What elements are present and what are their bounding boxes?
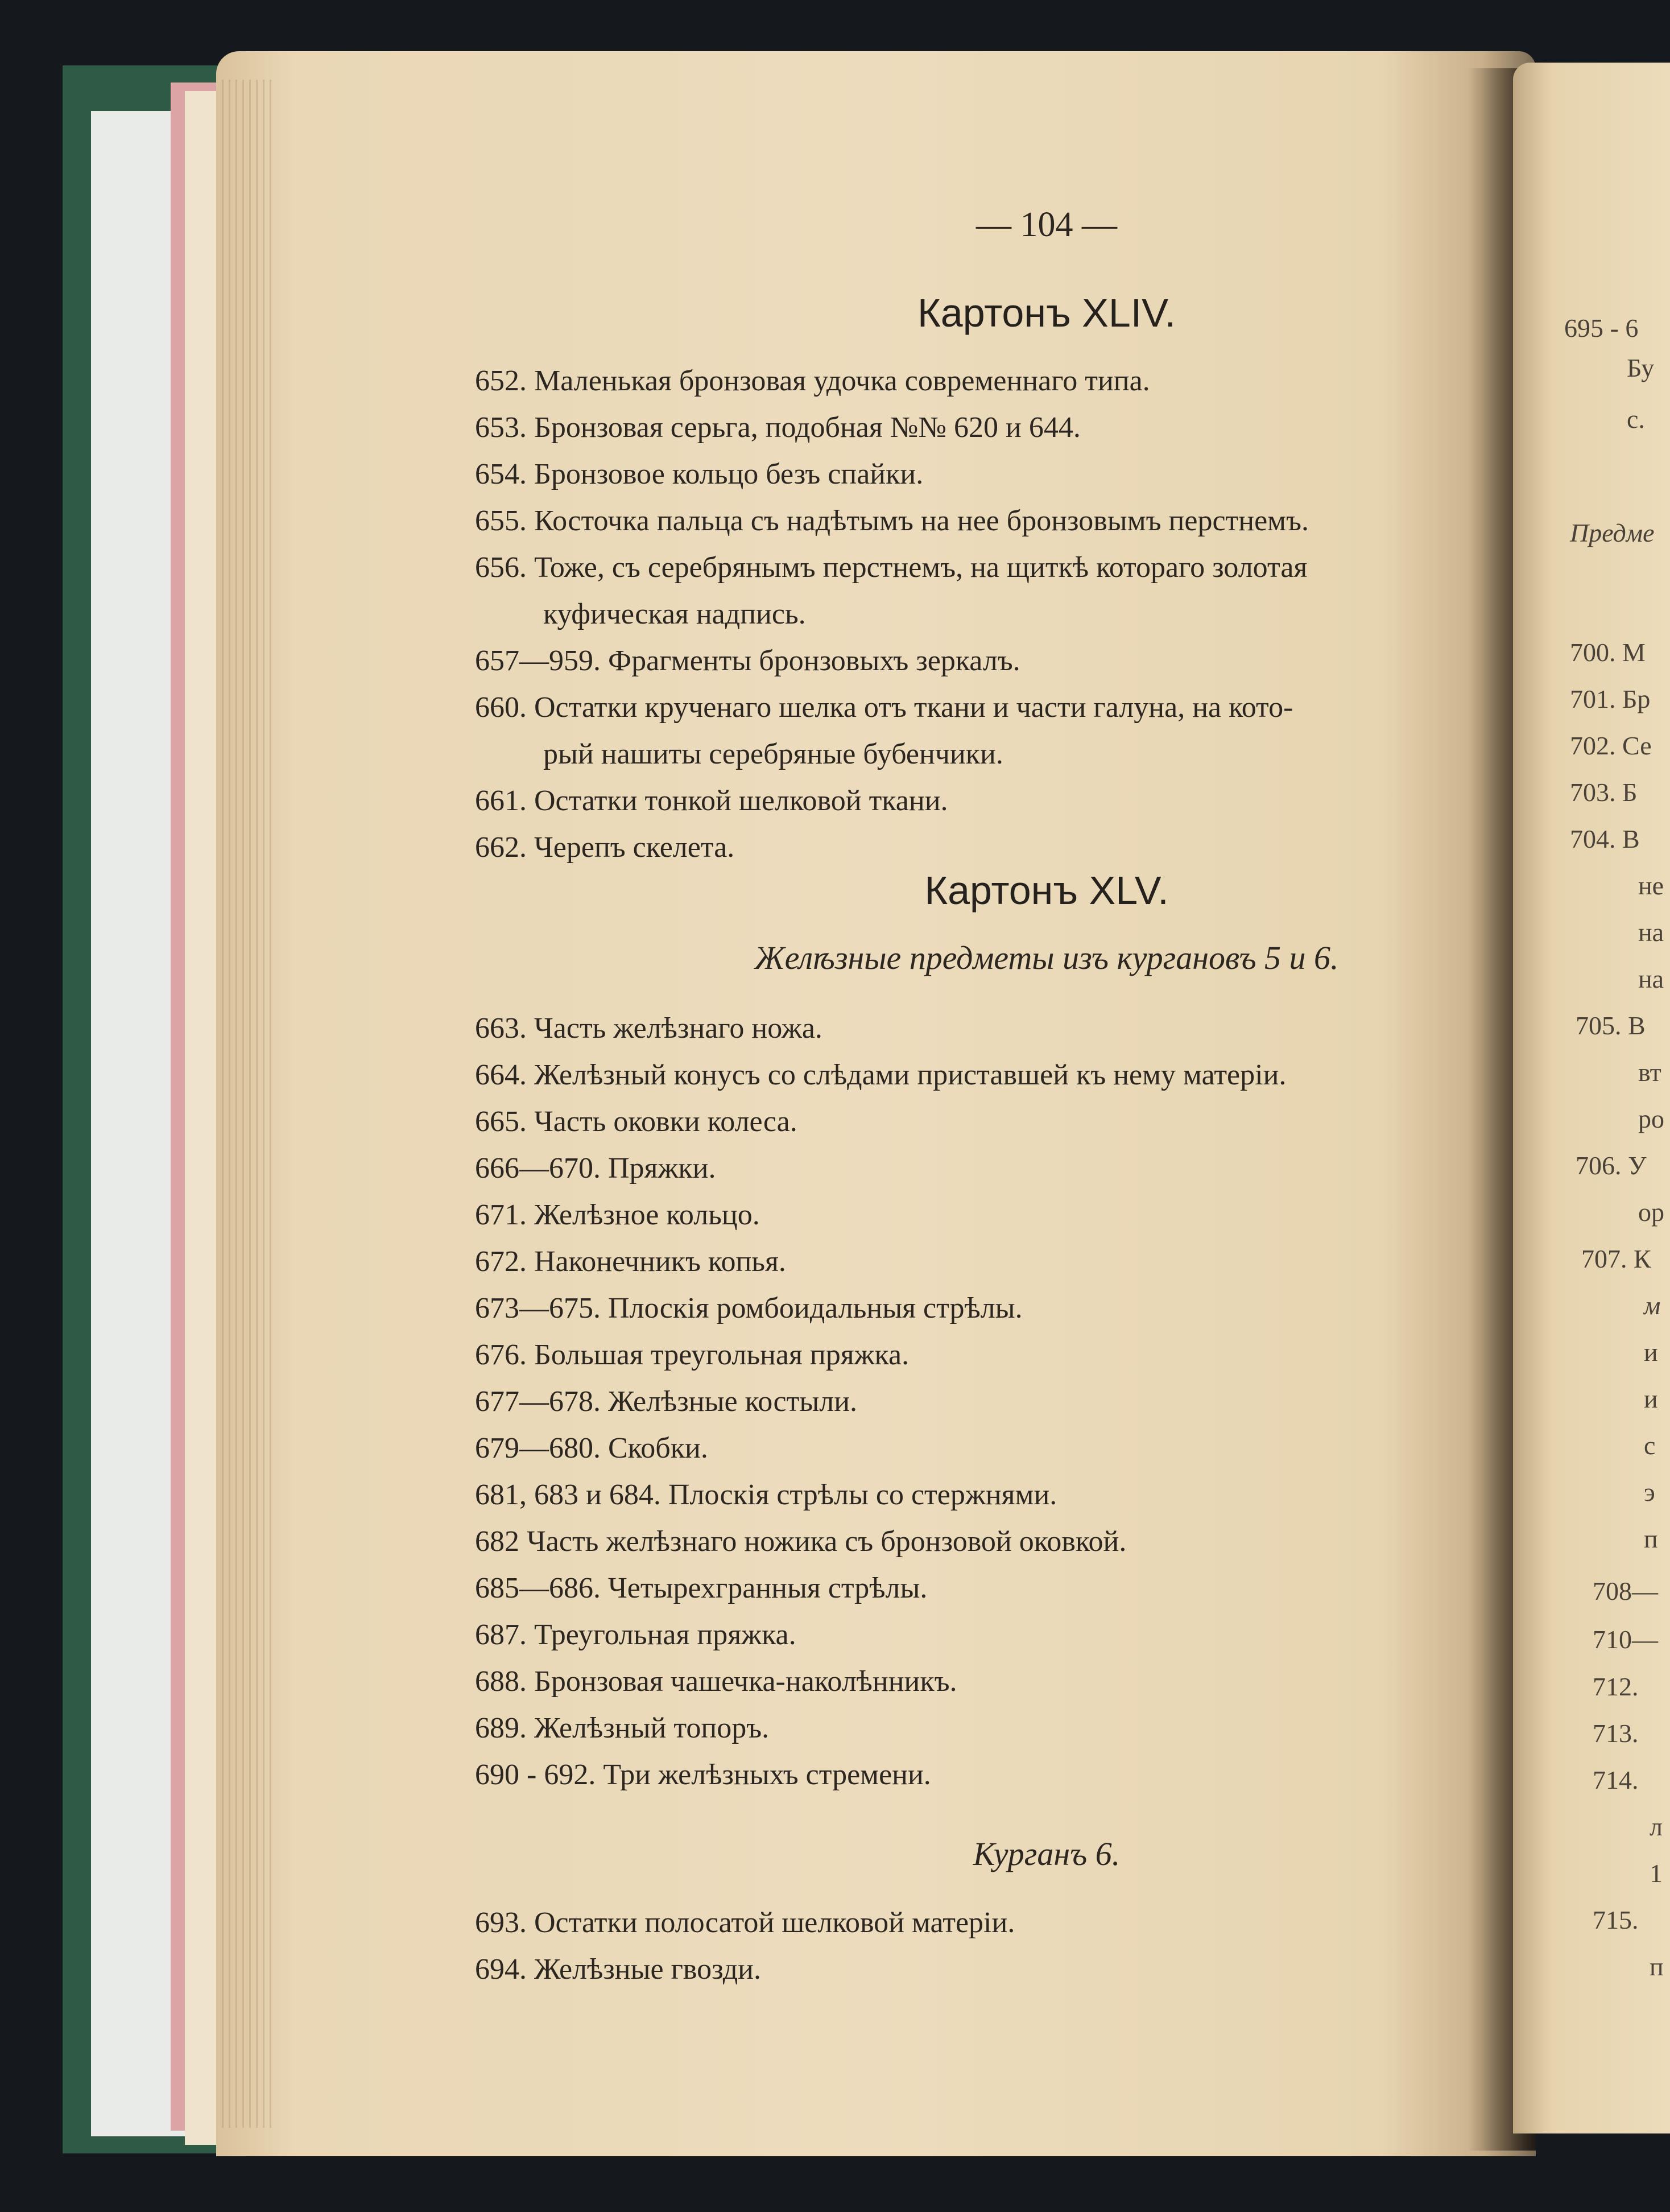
list-item: 673—675. Плоскія ромбоидальныя стрѣлы.: [475, 1292, 1023, 1324]
right-page-line: Бу: [1627, 353, 1655, 382]
list-item: 655. Косточка пальца съ надѣтымъ на нее бронзовымъ перстнемъ.: [475, 505, 1309, 537]
list-item: 687. Треугольная пряжка.: [475, 1619, 796, 1651]
list-item: 654. Бронзовое кольцо безъ спайки.: [475, 458, 924, 490]
list-item-continuation: рый нашиты серебряные бубенчики.: [543, 738, 1003, 770]
right-page-line: 706. У: [1576, 1151, 1647, 1180]
section-subheading: Желѣзные предметы изъ кургановъ 5 и 6.: [754, 939, 1339, 976]
right-page: [1513, 63, 1670, 2133]
list-item: 694. Желѣзные гвозди.: [475, 1953, 762, 1986]
right-page-line: вт: [1638, 1058, 1661, 1087]
right-page-line: 708—: [1593, 1577, 1658, 1606]
list-item: 693. Остатки полосатой шелковой матеріи.: [475, 1906, 1015, 1939]
list-item: 671. Желѣзное кольцо.: [475, 1199, 760, 1231]
list-item: 681, 683 и 684. Плоскія стрѣлы со стержнями.: [475, 1479, 1057, 1511]
list-item: 688. Бронзовая чашечка-наколѣнникъ.: [475, 1665, 957, 1698]
right-page-line: 695 - 6: [1564, 313, 1639, 342]
right-page-line: 705. В: [1576, 1011, 1646, 1040]
list-item: 652. Маленькая бронзовая удочка современнаго типа.: [475, 365, 1150, 397]
section-heading-xlv: Картонъ XLV.: [924, 868, 1169, 913]
right-page-line: 713.: [1593, 1719, 1639, 1748]
right-page-line: п: [1650, 1952, 1664, 1981]
list-item: 664. Желѣзный конусъ со слѣдами приставшей къ нему матеріи.: [475, 1059, 1287, 1091]
right-page-line: и: [1644, 1384, 1658, 1413]
list-item: 685—686. Четырехгранныя стрѣлы.: [475, 1572, 928, 1604]
right-page-line: с: [1644, 1431, 1656, 1460]
section-heading-xliv: Картонъ XLIV.: [917, 291, 1176, 335]
list-item: 679—680. Скобки.: [475, 1432, 708, 1464]
right-page-line: 700. М: [1570, 638, 1646, 667]
list-item: 665. Часть оковки колеса.: [475, 1105, 797, 1138]
right-page-line: п: [1644, 1524, 1658, 1553]
right-page-line: м: [1644, 1291, 1661, 1320]
right-page-line: на: [1638, 964, 1664, 993]
right-page-line: ро: [1638, 1104, 1664, 1133]
right-page-line: 710—: [1593, 1625, 1658, 1654]
right-page-line: 714.: [1593, 1765, 1639, 1794]
list-item: 661. Остатки тонкой шелковой ткани.: [475, 785, 948, 817]
list-item: 689. Желѣзный топоръ.: [475, 1712, 770, 1744]
right-page-line: ор: [1638, 1198, 1664, 1227]
list-item-continuation: куфическая надпись.: [543, 598, 806, 630]
right-page-line: Предме: [1570, 518, 1655, 547]
right-page-line: э: [1644, 1478, 1655, 1507]
right-page-line: 712.: [1593, 1672, 1639, 1701]
list-item: 676. Большая треугольная пряжка.: [475, 1339, 910, 1371]
right-page-line: не: [1638, 871, 1664, 900]
right-page-line: 701. Бр: [1570, 684, 1651, 713]
right-page-line: 715.: [1593, 1905, 1639, 1934]
right-page-line: 702. Се: [1570, 731, 1652, 760]
list-item: 672. Наконечникъ копья.: [475, 1245, 786, 1278]
list-item: 682 Часть желѣзнаго ножика съ бронзовой оковкой.: [475, 1525, 1127, 1558]
list-item: 660. Остатки крученаго шелка отъ ткани и части галуна, на кото-: [475, 691, 1293, 724]
right-page-line: 1: [1650, 1859, 1663, 1888]
list-item: 690 - 692. Три желѣзныхъ стремени.: [475, 1759, 931, 1791]
list-item: 653. Бронзовая серьга, подобная №№ 620 и 644.: [475, 411, 1081, 444]
page-number: — 104 —: [976, 205, 1117, 244]
list-item: 662. Черепъ скелета.: [475, 831, 735, 864]
right-page-line: 704. В: [1570, 824, 1640, 853]
right-page-line: 703. Б: [1570, 778, 1638, 807]
list-item: 663. Часть желѣзнаго ножа.: [475, 1012, 822, 1045]
right-page-line: л: [1650, 1812, 1663, 1841]
page-stack-edges: [222, 80, 273, 2128]
list-item: 677—678. Желѣзные костыли.: [475, 1385, 858, 1418]
section-heading-kurgan-6: Курганъ 6.: [973, 1835, 1121, 1872]
list-item: 656. Тоже, съ серебрянымъ перстнемъ, на щиткѣ котораго золотая: [475, 551, 1308, 584]
list-item: 666—670. Пряжки.: [475, 1152, 716, 1185]
right-page-line: на: [1638, 918, 1664, 947]
right-page-line: и: [1644, 1338, 1658, 1367]
list-item: 657—959. Фрагменты бронзовыхъ зеркалъ.: [475, 645, 1020, 677]
right-page-line: 707. К: [1581, 1244, 1651, 1273]
right-page-line: с.: [1627, 405, 1645, 434]
